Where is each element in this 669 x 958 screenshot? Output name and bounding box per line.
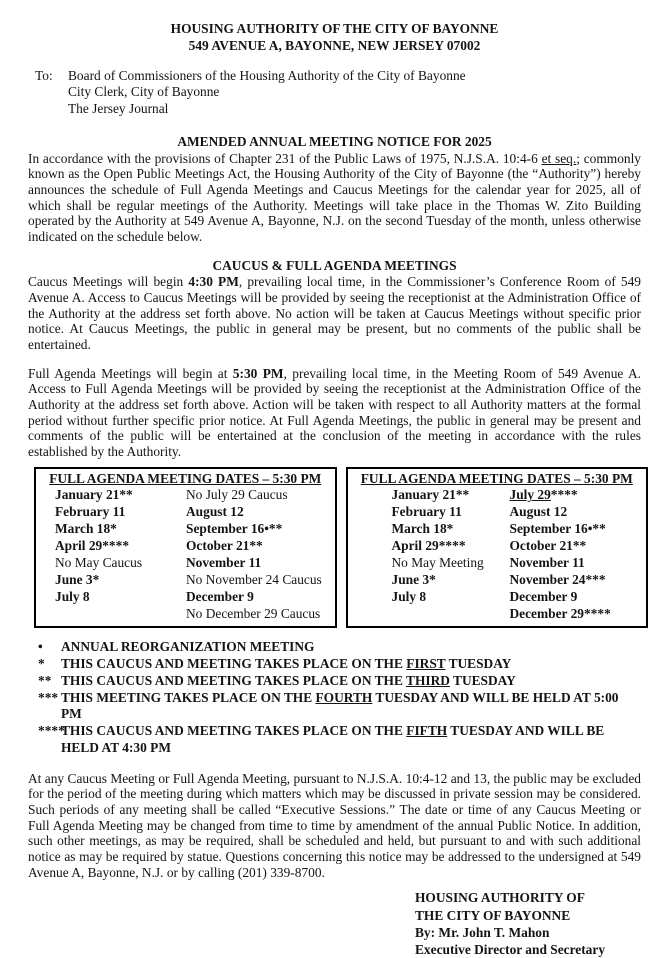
table-column-second-half — [510, 487, 643, 622]
meeting-date: January 21** — [391, 487, 470, 503]
meeting-date: December 29**** — [509, 605, 611, 621]
document-header — [28, 20, 641, 55]
meeting-date: October 21** — [509, 537, 587, 553]
meeting-date: April 29**** — [391, 537, 466, 553]
legend-marker: * — [38, 656, 45, 672]
legend-text: ANNUAL REORGANIZATION MEETING — [61, 639, 315, 655]
to-label: To: — [35, 67, 53, 83]
table-column-first-half — [352, 487, 510, 622]
meeting-date: December 9 — [186, 588, 254, 604]
meeting-date: December 9 — [509, 588, 578, 604]
meeting-date: November 11 — [509, 554, 585, 570]
meeting-dates-table-right — [346, 467, 649, 629]
full-agenda-paragraph: Full Agenda Meetings will begin at 5:30 PM, prevailing local time, in the Meeting Room of 549 Avenue A. Access to Full Agenda Meetings will be provided by seeing the receptionist at the Administration Office of the Authority at the address set forth above. Action will be taken with respect to all Authority matters at the formal period without further specific prior notice. At Full Agenda Meetings, the public in general may be present and comments of the public will be entertained at the conclusion of the meeting in accordance with the rules established by the Authority. — [28, 365, 642, 459]
table-body — [40, 487, 331, 622]
table-column-first-half — [40, 487, 186, 622]
recipient-line: City Clerk, City of Bayonne — [68, 84, 220, 100]
recipient-line: The Jersey Journal — [68, 100, 169, 116]
legend-marker: **** — [38, 723, 65, 739]
meeting-date: August 12 — [186, 504, 244, 520]
signature-org-line: HOUSING AUTHORITY OF — [415, 890, 585, 906]
meeting-dates-table-left — [34, 467, 337, 629]
meeting-date: November 24*** — [509, 571, 606, 587]
meeting-date-tables — [34, 467, 648, 629]
meeting-date: April 29**** — [55, 537, 130, 553]
org-name: HOUSING AUTHORITY OF THE CITY OF BAYONNE — [170, 21, 499, 36]
table-column-second-half — [186, 487, 331, 622]
signature-by-line: By: Mr. John T. Mahon — [415, 924, 550, 940]
legend-marker: • — [38, 639, 43, 655]
amended-notice-heading: AMENDED ANNUAL MEETING NOTICE FOR 2025 — [177, 133, 492, 149]
meeting-date: No November 24 Caucus — [186, 571, 322, 587]
meeting-date: June 3* — [391, 571, 436, 587]
meeting-date: February 11 — [55, 504, 126, 520]
meeting-date: No May Meeting — [391, 554, 484, 570]
meeting-date: February 11 — [391, 504, 462, 520]
meeting-date: July 8 — [391, 588, 427, 604]
legend-item — [28, 690, 641, 724]
meeting-date: No May Caucus — [55, 554, 143, 570]
meeting-date: July 8 — [55, 588, 90, 604]
meeting-date: November 11 — [186, 554, 262, 570]
legend-item — [28, 723, 641, 757]
meeting-date: October 21** — [186, 537, 263, 553]
meeting-date: September 16•** — [509, 521, 606, 537]
legend-text: THIS CAUCUS AND MEETING TAKES PLACE ON THE THIRD TUESDAY — [61, 672, 516, 688]
meeting-date: No December 29 Caucus — [186, 605, 321, 621]
meeting-date: March 18* — [55, 521, 117, 537]
legend-marker: *** — [38, 689, 59, 705]
recipient-block — [35, 68, 641, 117]
signature-block — [415, 889, 641, 958]
legend-marker: ** — [38, 672, 52, 688]
table-title: FULL AGENDA MEETING DATES – 5:30 PM — [360, 470, 633, 486]
meeting-date: March 18* — [391, 521, 454, 537]
caucus-section-heading: CAUCUS & FULL AGENDA MEETINGS — [212, 257, 457, 273]
legend-text: THIS CAUCUS AND MEETING TAKES PLACE ON THE FIFTH TUESDAY AND WILL BE HELD AT 4:30 PM — [61, 723, 605, 755]
legend-item — [28, 656, 641, 673]
recipient-list — [68, 68, 466, 117]
meeting-date: September 16•** — [186, 521, 283, 537]
recipient-line: Board of Commissioners of the Housing Authority of the City of Bayonne — [68, 67, 466, 83]
meeting-date: August 12 — [509, 504, 568, 520]
caucus-paragraph: Caucus Meetings will begin 4:30 PM, prevailing local time, in the Commissioner’s Conference Room of 549 Avenue A. Access to Caucus Meetings will be provided by seeing the receptionist at the Administration Office of the Authority at the address set forth above. No action will be taken at Caucus Meetings without specific prior notice. At Caucus Meetings, the public in general may be present, but no comments of the public shall be entertained. — [28, 274, 641, 352]
table-title: FULL AGENDA MEETING DATES – 5:30 PM — [49, 470, 322, 486]
legend-item — [28, 639, 641, 656]
signature-title-line: Executive Director and Secretary — [415, 941, 606, 957]
meeting-date: No July 29 Caucus — [186, 487, 288, 503]
org-address: 549 AVENUE A, BAYONNE, NEW JERSEY 07002 — [188, 38, 481, 54]
intro-paragraph: In accordance with the provisions of Chapter 231 of the Public Laws of 1975, N.J.S.A. 10:4-6 et seq.; commonly known as the Open Public Meetings Act, the Housing Authority of the City of Bayonne (the “Authority”) hereby announces the schedule of Full Agenda Meetings and Caucus Meetings for the calendar year for 2025, all of which shall be regular meetings of the Authority. Meetings will take place in the Thomas W. Zito Building operated by the Authority at 549 Avenue A, Bayonne, N.J. on the second Tuesday of the month, unless otherwise indicated on the schedule below. — [28, 150, 641, 244]
footnote-legend — [28, 639, 641, 756]
legend-text: THIS CAUCUS AND MEETING TAKES PLACE ON THE FIRST TUESDAY — [61, 656, 512, 672]
legend-text: THIS MEETING TAKES PLACE ON THE FOURTH TUESDAY AND WILL BE HELD AT 5:00 PM — [61, 689, 619, 722]
meeting-date: June 3* — [55, 571, 100, 587]
signature-org-line: THE CITY OF BAYONNE — [415, 907, 571, 923]
table-body — [352, 487, 643, 622]
meeting-date: January 21** — [55, 487, 133, 503]
legend-item — [28, 673, 641, 690]
closing-paragraph: At any Caucus Meeting or Full Agenda Meeting, pursuant to N.J.S.A. 10:4-12 and 13, the public may be excluded for the period of the meeting during which matters which may be discussed in private session may be considered. Such periods of any meeting shall be called “Executive Sessions.” The date or time of any Caucus Meeting or Full Agenda Meeting may be changed from time to time by amendment of the annual Public Notice. In addition, such other meetings, as may be required, shall be scheduled and held, but pursuant to and with such additional notice as may be required by statue. Questions concerning this notice may be addressed to the undersigned at 549 Avenue A, Bayonne, N.J. or by calling (201) 339-8700. — [28, 770, 641, 880]
meeting-date: July 29**** — [509, 487, 578, 503]
